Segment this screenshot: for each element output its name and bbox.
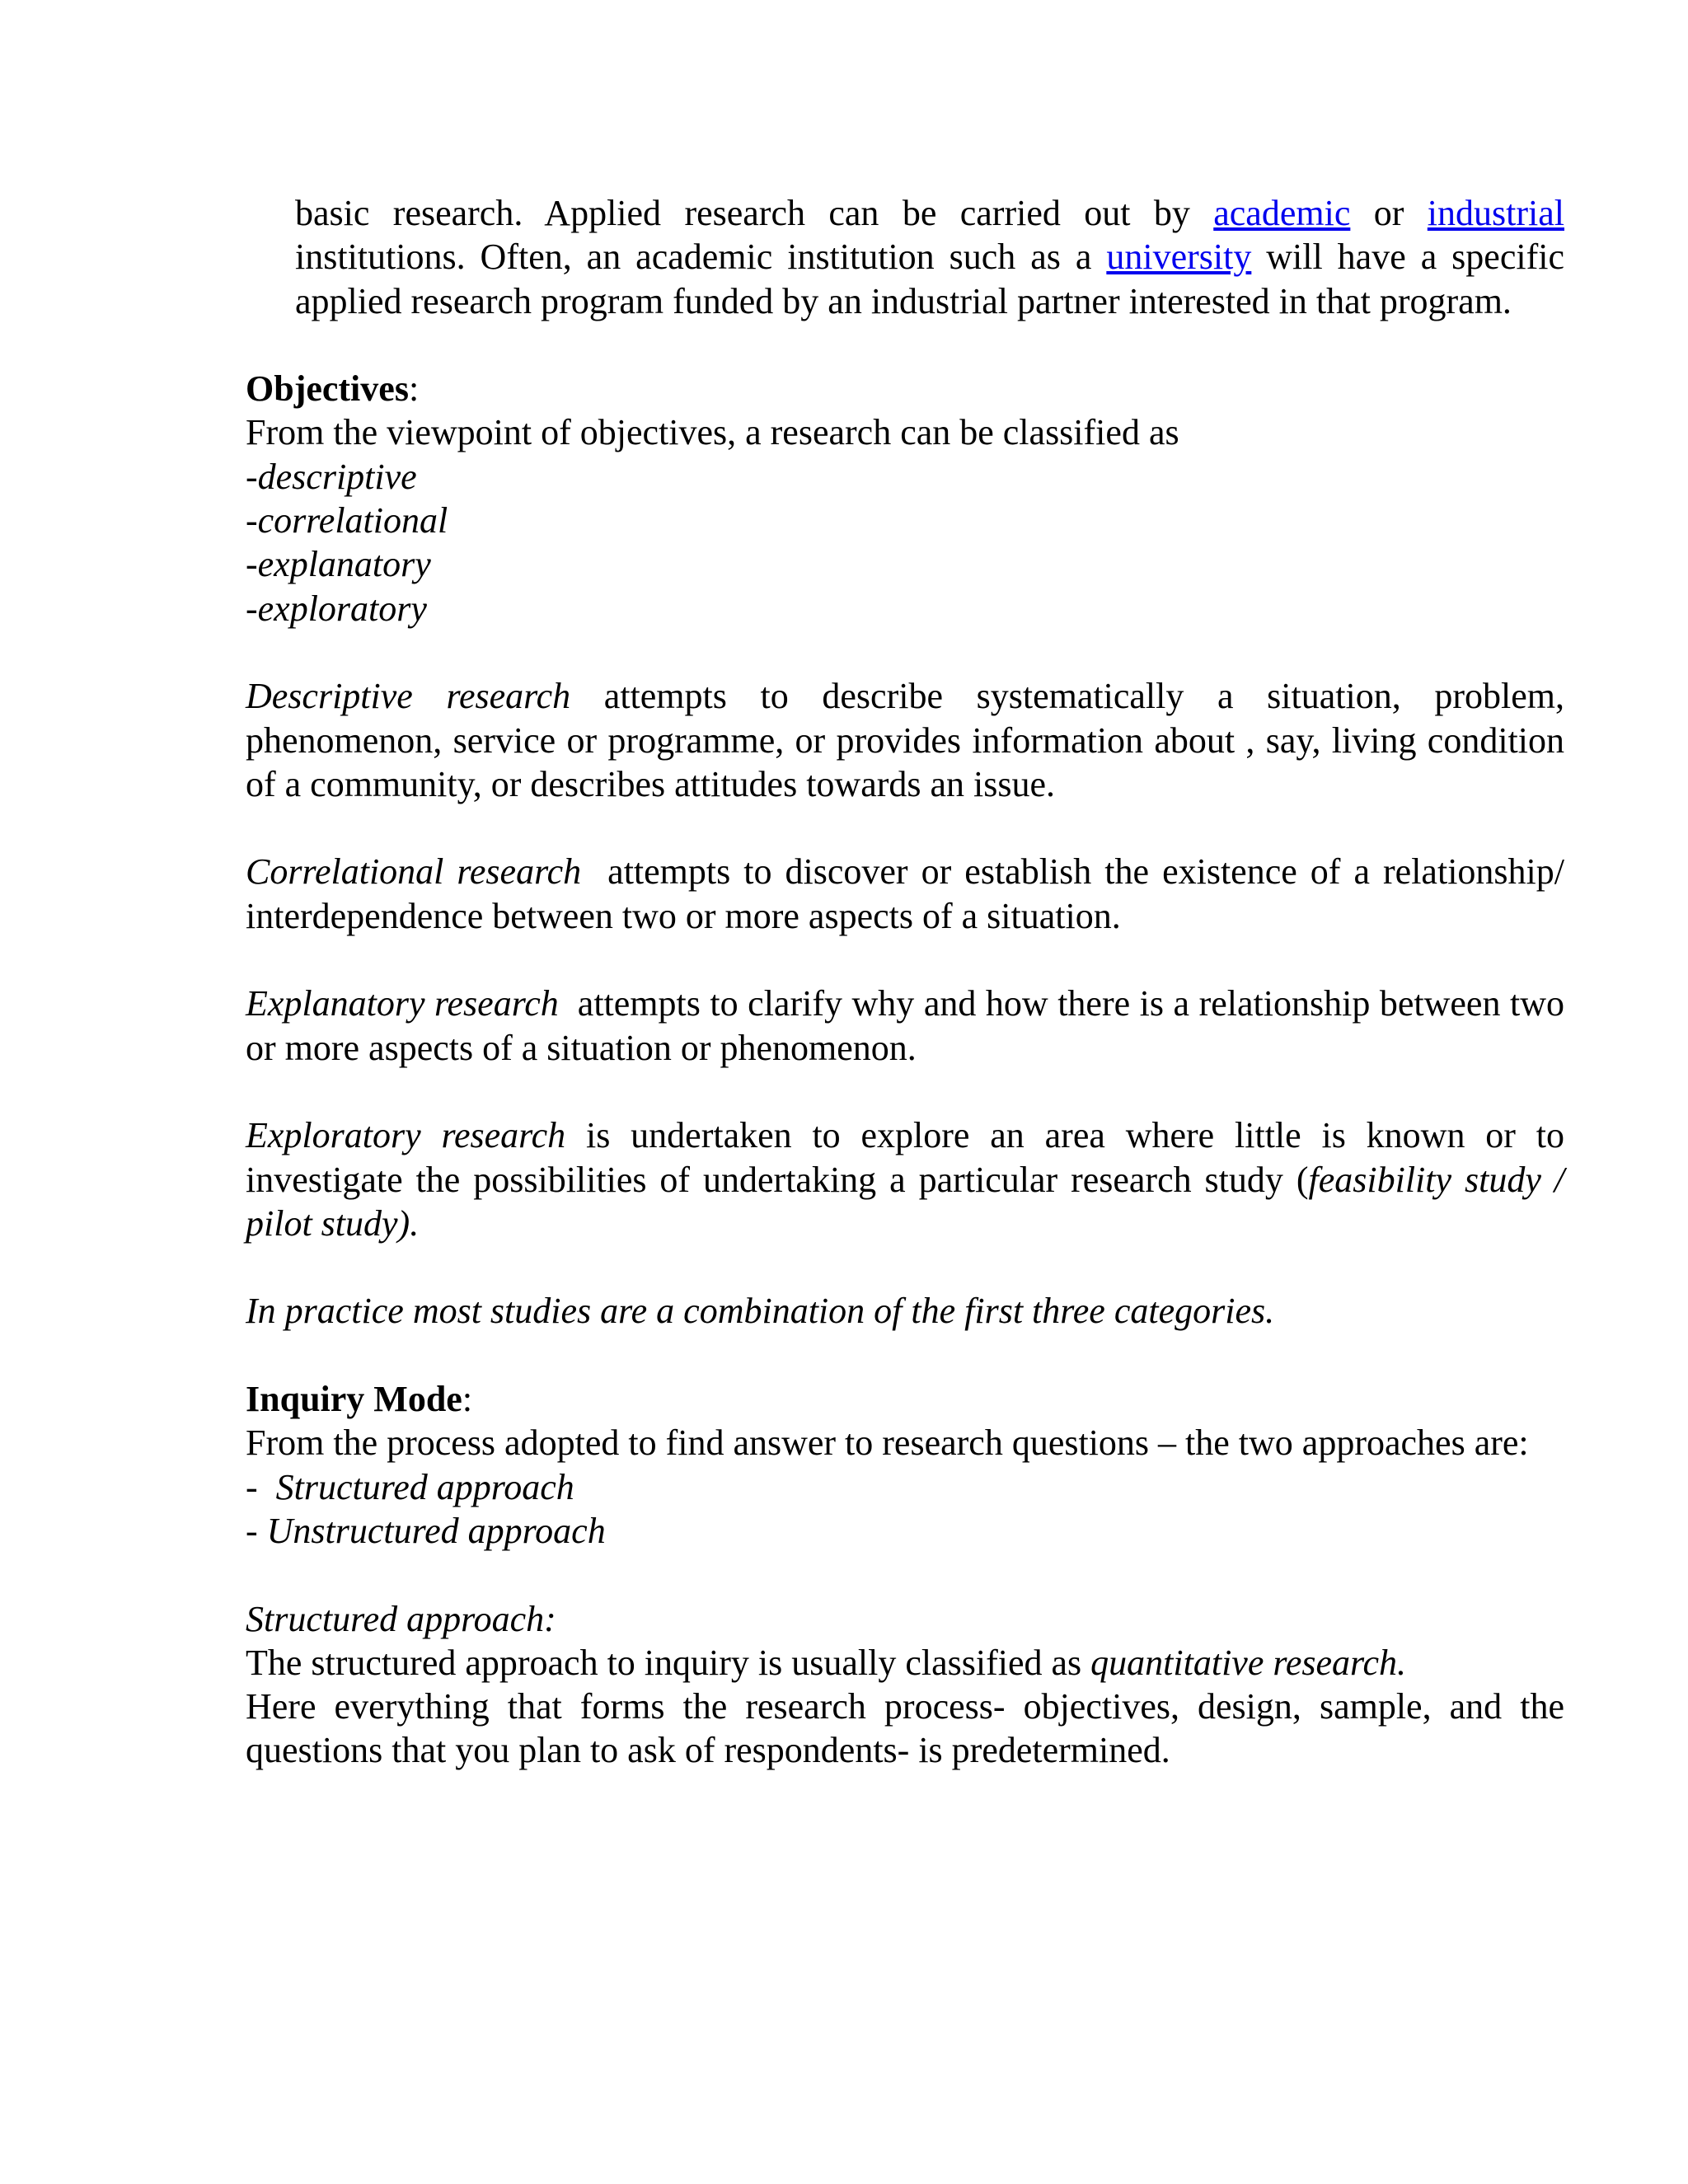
- spacer: [246, 938, 1564, 982]
- term: Explanatory research: [246, 983, 559, 1024]
- objective-item-exploratory: -exploratory: [246, 588, 427, 629]
- university-link[interactable]: university: [1106, 237, 1252, 278]
- text-run: institutions. Often, an academic institution such as a: [295, 237, 1107, 278]
- correlational-paragraph: [246, 850, 1573, 938]
- objective-item-explanatory: -explanatory: [246, 544, 431, 585]
- text-run: attempts to discover or establish the existence of a relationship/ interdependence between two or more aspects of a situation.: [246, 851, 1573, 936]
- inquiry-item-structured: [246, 1465, 1564, 1509]
- heading-colon: :: [408, 368, 420, 410]
- academic-link[interactable]: academic: [1213, 193, 1351, 233]
- inquiry-mode-heading: [246, 1377, 1564, 1421]
- spacer: [246, 323, 1564, 367]
- inquiry-intro: From the process adopted to find answer to research questions – the two approaches are:: [246, 1422, 1529, 1464]
- text-run: The structured approach to inquiry is usually classified as: [246, 1642, 1091, 1683]
- practice-note: [246, 1289, 1564, 1333]
- heading-text: Structured approach:: [246, 1598, 556, 1639]
- document-page: [246, 191, 1573, 1773]
- text-run: attempts to describe systematically a situation, problem, phenomenon, service or programme, or provides information about , say, living condition of a community, or describes attitudes towards an issue.: [246, 676, 1564, 804]
- objective-item-correlational: -correlational: [246, 500, 448, 541]
- industrial-link[interactable]: industrial: [1427, 193, 1564, 233]
- inquiry-item-unstructured: [246, 1509, 1564, 1553]
- italic-text: quantitative research.: [1090, 1642, 1407, 1683]
- spacer: [246, 1070, 1564, 1113]
- text-run: basic research. Applied research can be carried out by: [295, 193, 1214, 233]
- applied-research-paragraph: [295, 191, 1564, 323]
- spacer: [246, 806, 1564, 850]
- text-run: will have a specific applied research program funded by an industrial partner interested in that program.: [295, 237, 1564, 321]
- heading-text: Inquiry Mode: [246, 1379, 462, 1420]
- spacer: [246, 1333, 1564, 1377]
- term: Correlational research: [246, 851, 582, 893]
- structured-line-1: [246, 1641, 1564, 1685]
- italic-tail: feasibility study / pilot study).: [246, 1159, 1565, 1244]
- spacer: [246, 1245, 1564, 1289]
- item-text: Structured approach: [275, 1466, 574, 1507]
- text-run: is undertaken to explore an area where little is known or to investigate the possibilities of undertaking a particular research study (: [246, 1115, 1564, 1200]
- exploratory-paragraph: [246, 1113, 1564, 1245]
- spacer: [246, 630, 1564, 674]
- structured-approach-heading: [246, 1597, 1564, 1641]
- note-text: In practice most studies are a combination of the first three categories.: [246, 1291, 1275, 1332]
- term: Exploratory research: [246, 1115, 566, 1156]
- text-run: attempts to clarify why and how there is a relationship between two or more aspects of a situation or phenomenon.: [246, 983, 1573, 1068]
- heading-text: Objectives: [246, 368, 409, 410]
- objectives-heading: [246, 367, 1564, 410]
- spacer: [246, 1553, 1564, 1596]
- bullet-dash: -: [246, 1466, 276, 1507]
- text-run: or: [1350, 193, 1428, 233]
- bullet-dash: -: [246, 1510, 267, 1551]
- heading-colon: :: [462, 1379, 473, 1420]
- term: Descriptive research: [246, 676, 571, 717]
- structured-line-2: Here everything that forms the research process- objectives, design, sample, and the questions that you plan to ask of respondents- is predetermined.: [246, 1686, 1564, 1771]
- descriptive-paragraph: [246, 674, 1564, 806]
- explanatory-paragraph: [246, 982, 1573, 1070]
- item-text: Unstructured approach: [266, 1510, 606, 1551]
- objective-item-descriptive: -descriptive: [246, 456, 417, 497]
- objectives-intro: From the viewpoint of objectives, a research can be classified as: [246, 412, 1179, 453]
